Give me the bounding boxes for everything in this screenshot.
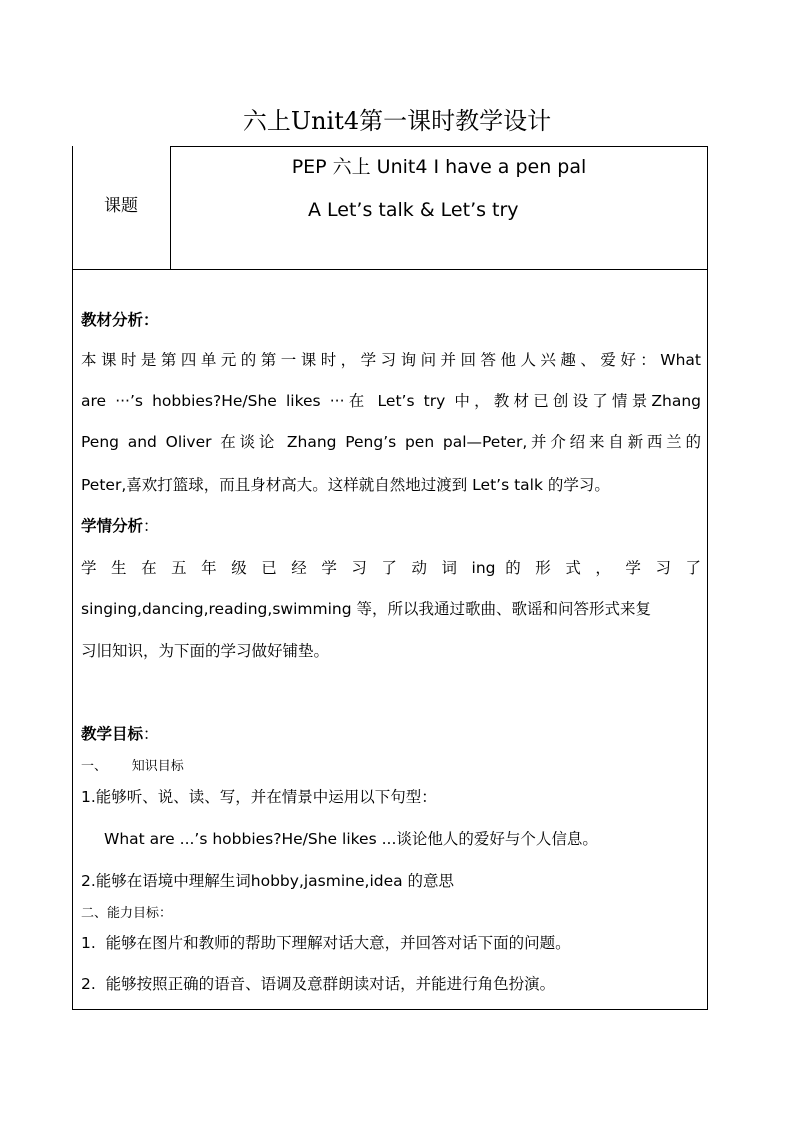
students-heading [81, 515, 159, 537]
students-line-3: 习旧知识，为下面的学习做好铺垫。 [81, 642, 330, 660]
ability-item-2: 2. 能够按照正确的语音、语调及意群朗读对话，并能进行角色扮演。 [81, 975, 556, 993]
goals-heading-colon: ： [143, 725, 159, 743]
knowledge-item-2: 2.能够在语境中理解生词hobby,jasmine,idea 的意思 [81, 872, 455, 890]
table-top-border [170, 146, 708, 147]
students-line-2: singing,dancing,reading,swimming 等，所以我通过歌曲、歌谣和问答形式来复 [81, 600, 651, 618]
table-row-divider [72, 269, 708, 270]
table-bottom-border [72, 1009, 708, 1010]
knowledge-goals-title: 一、 知识目标 [81, 759, 184, 774]
ability-item-1: 1. 能够在图片和教师的帮助下理解对话大意，并回答对话下面的问题。 [81, 934, 571, 952]
page-title: 六上Unit4第一课时教学设计 [242, 107, 552, 135]
analysis-line-3: Peng and Oliver 在谈论 Zhang Peng’s pen pal—Peter,并介绍来自新西兰的 [81, 433, 701, 451]
ability-goals-title: 二、能力目标： [81, 906, 173, 921]
table-column-divider [170, 146, 171, 270]
table-left-border [72, 146, 73, 1010]
students-heading-text: 学情分析 [81, 517, 144, 535]
goals-heading [81, 723, 159, 745]
students-line-1: 学 生 在 五 年 级 已 经 学 习 了 动 词 ing 的 形 式 ， 学 习 了 [81, 559, 701, 577]
knowledge-item-1: 1.能够听、说、读、写，并在情景中运用以下句型： [81, 788, 437, 806]
analysis-line-2: are ···’s hobbies?He/She likes ···在 Let’s try 中，教材已创设了情景Zhang [81, 392, 701, 410]
students-heading-colon: ： [143, 517, 159, 535]
topic-title-line2: A Let’s talk & Let’s try [308, 199, 519, 221]
topic-label: 课题 [104, 196, 138, 216]
topic-title-line1: PEP 六上 Unit4 I have a pen pal [291, 156, 587, 178]
goals-heading-text: 教学目标 [81, 725, 144, 743]
analysis-line-4: Peter,喜欢打篮球，而且身材高大。这样就自然地过渡到 Let’s talk 的学习。 [81, 476, 610, 494]
table-right-border [707, 146, 708, 1010]
analysis-line-1: 本课时是第四单元的第一课时，学习询问并回答他人兴趣、爱好：What [81, 351, 701, 369]
knowledge-item-1-sentence: What are ...’s hobbies?He/She likes ...谈论他人的爱好与个人信息。 [104, 830, 598, 848]
analysis-heading: 教材分析： [81, 311, 159, 329]
